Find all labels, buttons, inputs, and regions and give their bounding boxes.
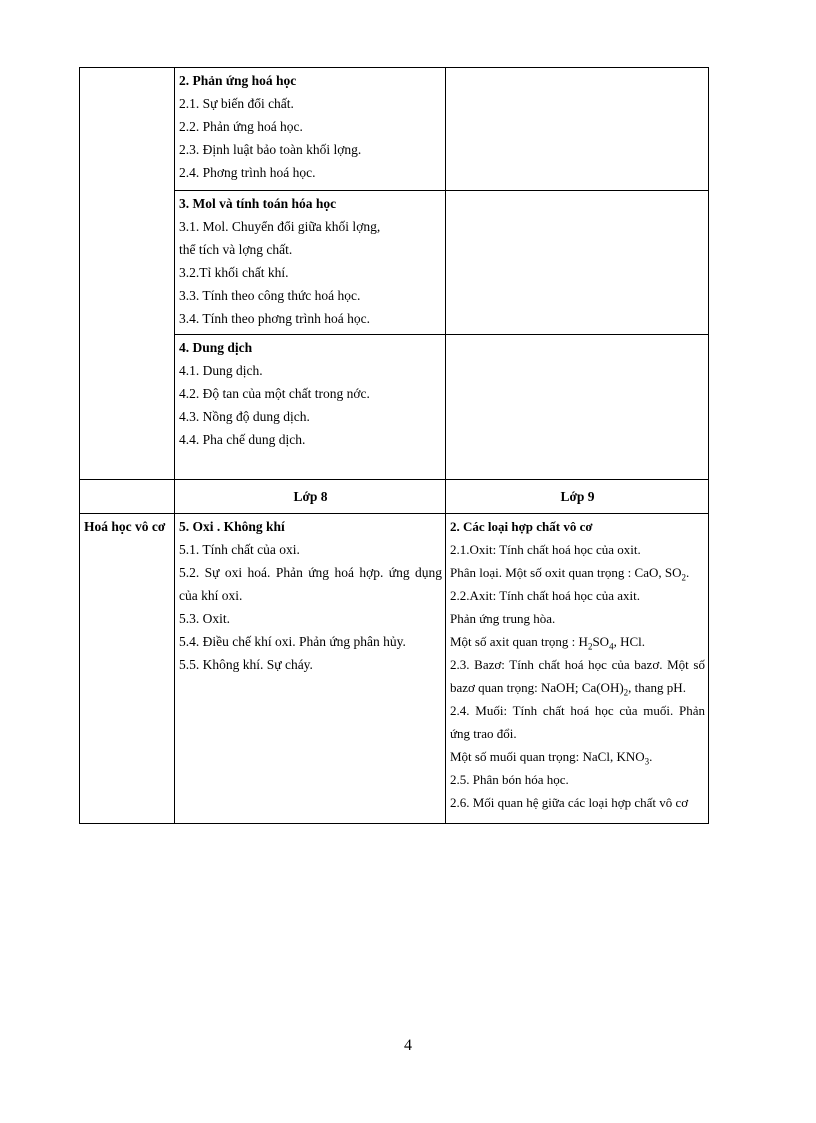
section-item: 2.3. Định luật bảo toàn khối lợng. [179,142,362,157]
section-cell [175,68,446,191]
table-row [80,68,709,191]
text-run: , HCl. [613,634,645,649]
page-number: 4 [404,1037,412,1054]
grade8-item: 5.1. Tính chất của oxi. [179,542,300,557]
text-run: Một số muối quan trọng: NaCl, KNO [450,749,645,764]
section-cell [175,191,446,335]
text-run: . [685,565,690,580]
section-item: 4.2. Độ tan của một chất trong nớc. [179,386,370,401]
section-item: 4.4. Pha chế dung dịch. [179,432,306,447]
section-item: thể tích và lợng chất. [179,242,293,257]
grade9-cell-empty [446,335,709,480]
text-run: , thang pH. [628,680,686,695]
table-row [80,191,709,335]
grade9-line [450,745,705,768]
text-run: . [649,749,653,764]
section-title: 4. Dung dịch [179,340,253,355]
grade9-line: 2.1.Oxit: Tính chất hoá học của oxit. [450,542,641,557]
section-item: 2.2. Phản ứng hoá học. [179,119,303,134]
grade9-title: 2. Các loại hợp chất vô cơ [450,519,593,534]
section-item: 4.1. Dung dịch. [179,363,263,378]
grade8-item: 5.5. Không khí. Sự cháy. [179,657,313,672]
text-run: Một số axit quan trọng : H [450,634,588,649]
curriculum-table [79,67,709,824]
header-grade9: Lớp 9 [446,480,709,514]
section-item: 3.3. Tính theo công thức hoá học. [179,288,361,303]
grade9-cell-empty [446,191,709,335]
header-row [80,480,709,514]
table-row [80,514,709,824]
grade9-line: Phản ứng trung hòa. [450,611,556,626]
header-col1 [80,480,175,514]
section-title: 3. Mol và tính toán hóa học [179,196,337,211]
grade9-line: 2.6. Mối quan hệ giữa các loại hợp chất vô cơ [450,795,689,810]
section-item: 3.2.Tỉ khối chất khí. [179,265,289,280]
section-item: 2.4. Phơng trình hoá học. [179,165,316,180]
topic-cell [80,514,175,824]
section-title: 2. Phản ứng hoá học [179,73,297,88]
topic-label: Hoá học vô cơ [84,519,166,534]
grade9-line: 2.5. Phân bón hóa học. [450,772,569,787]
grade9-line [450,561,705,584]
text-run: 2.3. Bazơ: Tính chất hoá học của bazơ. Một số bazơ quan trọng: NaOH; Ca(OH) [450,657,705,695]
grade8-item: 5.4. Điều chế khí oxi. Phản ứng phân hủy. [179,634,406,649]
text-run: SO [592,634,610,649]
topic-cell-empty [80,68,175,480]
grade9-cell [446,514,709,824]
subscript: 2 [587,641,593,652]
grade9-line: 2.2.Axit: Tính chất hoá học của axit. [450,588,641,603]
section-item: 4.3. Nồng độ dung dịch. [179,409,310,424]
subscript: 3 [644,756,650,767]
table-row [80,335,709,480]
grade9-line [450,630,705,653]
section-item: 2.1. Sự biến đổi chất. [179,96,294,111]
section-cell [175,335,446,480]
grade8-cell [175,514,446,824]
header-grade8: Lớp 8 [175,480,446,514]
grade9-line [450,653,705,699]
grade9-line: 2.4. Muối: Tính chất hoá học của muối. Phản ứng trao đổi. [450,703,705,741]
subscript: 4 [609,641,614,652]
grade9-cell-empty [446,68,709,191]
section-item: 3.1. Mol. Chuyển đổi giữa khối lợng, [179,219,381,234]
grade8-item: 5.3. Oxit. [179,611,231,626]
subscript: 2 [623,687,629,698]
grade8-item: 5.2. Sự oxi hoá. Phản ứng hoá hợp. ứng dụng của khí oxi. [179,565,442,603]
text-run: Phân loại. Một số oxit quan trọng : CaO, SO [450,565,682,580]
section-item: 3.4. Tính theo phơng trình hoá học. [179,311,370,326]
grade8-title: 5. Oxi . Không khí [179,519,285,534]
subscript: 2 [681,572,686,583]
